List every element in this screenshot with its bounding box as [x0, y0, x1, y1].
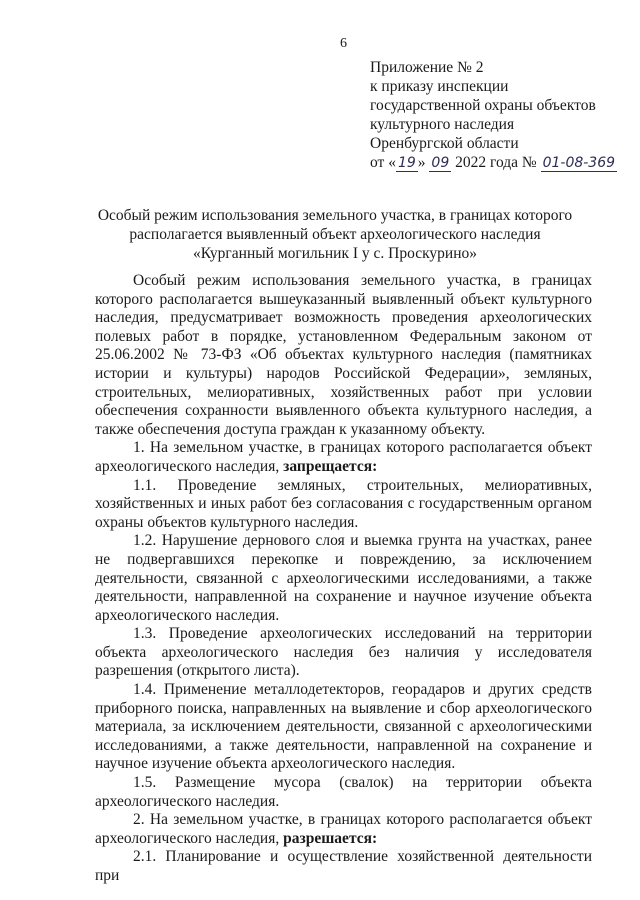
- appendix-line-2: к приказу инспекции: [370, 78, 509, 95]
- appendix-line-1: Приложение № 2: [370, 59, 484, 76]
- document-body: [95, 272, 592, 886]
- handwritten-month: 09: [431, 155, 450, 171]
- appendix-line-5: Оренбургской области: [370, 135, 519, 152]
- appendix-header: [370, 58, 620, 173]
- item-1-3: 1.3. Проведение археологических исследований на территории объекта археологического наследия без наличия у исследователя разрешения (открытого листа).: [95, 625, 592, 680]
- item-2-1: 2.1. Планирование и осуществление хозяйственной деятельности при: [95, 848, 592, 884]
- item-1-4: 1.4. Применение металлодетекторов, георадаров и других средств приборного поиска, направленных на выявление и сбор археологического материала, за исключением деятельности, связанной с археологическими исследованиями, а также деятельности, направленной на сохранение и научное изучение объекта археологического наследия.: [95, 681, 592, 773]
- handwritten-day: 19: [397, 155, 416, 171]
- appendix-line-4: культурного наследия: [370, 116, 515, 133]
- section-1-text: 1. На земельном участке, в границах которого располагается объект археологического наследия,: [95, 439, 592, 475]
- appendix-date-line: [370, 153, 620, 173]
- appendix-line-3: государственной охраны объектов: [370, 97, 596, 114]
- section-1-keyword: запрещается:: [283, 457, 378, 475]
- item-1-5: 1.5. Размещение мусора (свалок) на территории объекта археологического наследия.: [95, 774, 592, 810]
- date-sep: »: [417, 154, 426, 171]
- date-year: 2022 года №: [451, 154, 541, 171]
- section-2-keyword: разрешается:: [283, 829, 378, 847]
- section-2: [95, 811, 592, 848]
- section-1: [95, 439, 592, 476]
- page-number: 6: [340, 36, 347, 51]
- item-1-1: 1.1. Проведение земляных, строительных, мелиоративных, хозяйственных и иных работ без согласования с государственным органом охраны объектов культурного наследия.: [95, 476, 592, 531]
- handwritten-order-number: 01-08-369: [542, 155, 616, 171]
- date-prefix: от «: [370, 154, 396, 171]
- section-2-text: 2. На земельном участке, в границах которого располагается объект археологического наследия,: [95, 811, 592, 847]
- item-1-2: 1.2. Нарушение дернового слоя и выемка грунта на участках, ранее не подвергавшихся перекопке и повреждению, за исключением деятельности, связанной с археологическими исследованиями, а также деятельности, направленной на сохранение и научное изучение объекта археологического наследия.: [95, 532, 592, 624]
- document-title: Особый режим использования земельного участка, в границах которого располагается выявленный объект археологического наследия «Курганный могильник I у с. Проскурино»: [97, 207, 573, 262]
- intro-paragraph: Особый режим использования земельного участка, в границах которого располагается вышеуказанный выявленный объект культурного наследия, предусматривает возможность проведения археологических полевых работ в порядке, установленном Федеральным законом от 25.06.2002 № 73-ФЗ «Об объектах культурного наследия (памятниках истории и культуры) народов Российской Федерации», земляных, строительных, мелиоративных, хозяйственных работ при условии обеспечения сохранности выявленного объекта культурного наследия, а также обеспечения доступа граждан к указанному объекту.: [95, 272, 592, 438]
